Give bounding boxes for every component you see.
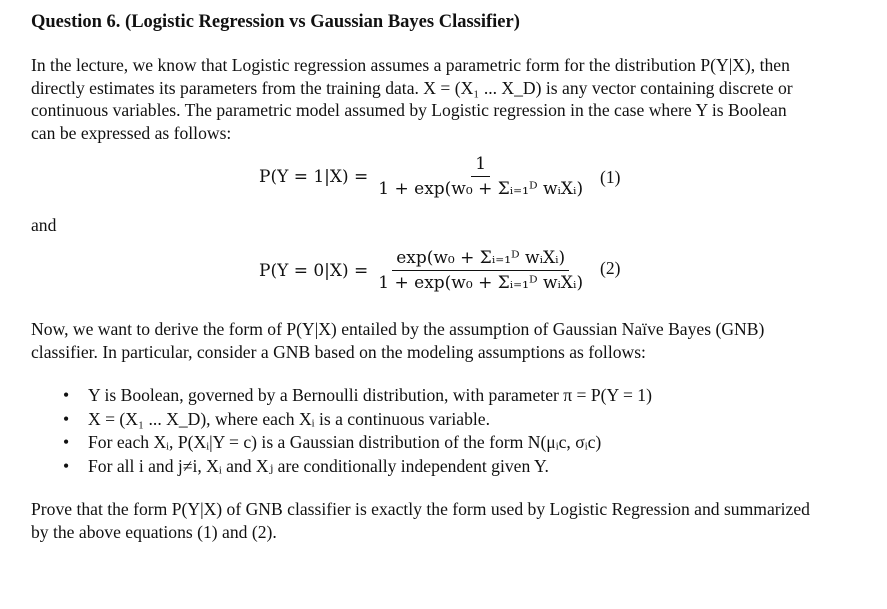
equation-1-lhs: P(Y = 1|X) = [259, 166, 369, 187]
question-page [31, 10, 857, 543]
equation-1-fraction [374, 154, 587, 199]
equation-1 [259, 154, 587, 199]
equation-2-numerator: exp(w₀ + Σᵢ₌₁ᴰ wᵢXᵢ) [392, 248, 569, 271]
bullet-icon: • [63, 408, 70, 429]
intro-line: continuous variables. The parametric model assumed by Logistic regression in the case where Y is Boolean [31, 100, 787, 120]
intro-line: In the lecture, we know that Logistic regression assumes a parametric form for the distribution P(Y|X), then [31, 55, 790, 75]
intro-line: can be expressed as follows: [31, 122, 232, 143]
equation-2-row [31, 236, 857, 318]
equation-2-lhs: P(Y = 0|X) = [259, 260, 369, 281]
equation-1-row [31, 144, 857, 214]
gnb-intro-line: Now, we want to derive the form of P(Y|X) entailed by the assumption of Gaussian Naïve Bayes (GNB) [31, 319, 765, 339]
equation-1-numerator: 1 [471, 154, 490, 177]
equation-2-fraction [374, 248, 587, 293]
assumption-text: X = (X₁ ... X_D), where each Xᵢ is a continuous variable. [88, 408, 490, 429]
assumption-text: Y is Boolean, governed by a Bernoulli distribution, with parameter π = P(Y = 1) [88, 385, 652, 405]
assumption-item [31, 455, 857, 479]
equation-1-number: (1) [600, 167, 621, 187]
equation-2-number: (2) [600, 258, 621, 278]
conclusion-line: Prove that the form P(Y|X) of GNB classifier is exactly the form used by Logistic Regression and summarized [31, 499, 810, 519]
bullet-icon: • [63, 385, 70, 405]
equation-2 [259, 248, 587, 293]
assumptions-list [31, 384, 857, 478]
assumption-item [31, 408, 857, 432]
equation-2-denominator: 1 + exp(w₀ + Σᵢ₌₁ᴰ wᵢXᵢ) [378, 273, 584, 293]
and-text: and [31, 215, 57, 235]
bullet-icon: • [63, 432, 70, 452]
bullet-icon: • [63, 455, 70, 476]
gnb-intro-line: classifier. In particular, consider a GNB based on the modeling assumptions as follows: [31, 341, 646, 362]
assumption-item [31, 431, 857, 455]
assumption-item [31, 384, 857, 408]
equation-1-denominator: 1 + exp(w₀ + Σᵢ₌₁ᴰ wᵢXᵢ) [378, 179, 584, 199]
gnb-intro-paragraph [31, 318, 857, 363]
conclusion-paragraph [31, 498, 857, 543]
intro-line: directly estimates its parameters from the training data. X = (X₁ ... X_D) is any vector containing discrete or [31, 77, 793, 98]
question-title: Question 6. (Logistic Regression vs Gaussian Bayes Classifier) [31, 12, 520, 32]
intro-paragraph [31, 54, 857, 144]
assumption-text: For all i and j≠i, Xᵢ and Xⱼ are conditionally independent given Y. [88, 455, 549, 476]
conclusion-line: by the above equations (1) and (2). [31, 521, 277, 542]
assumption-text: For each Xᵢ, P(Xᵢ|Y = c) is a Gaussian distribution of the form N(μᵢc, σᵢc) [88, 432, 602, 452]
